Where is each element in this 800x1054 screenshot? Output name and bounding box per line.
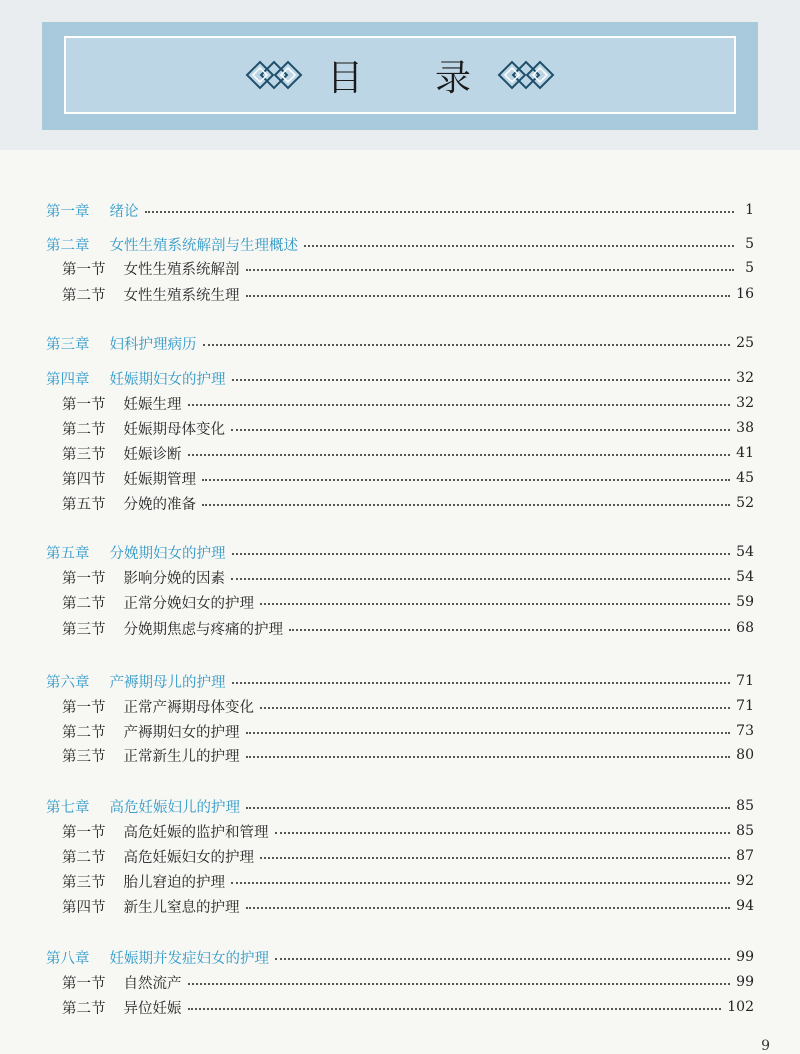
dot-leader	[231, 429, 730, 431]
dot-leader	[188, 1008, 722, 1010]
section-number: 第一节	[62, 824, 106, 841]
toc-section-row[interactable]	[62, 282, 754, 306]
title-row	[66, 38, 734, 112]
chapter-title: 女性生殖系统解剖与生理概述	[109, 237, 298, 254]
page-number: 5	[745, 236, 754, 252]
toc-section-row[interactable]	[62, 719, 754, 743]
toc-section-row[interactable]	[62, 844, 754, 868]
chapter-title: 高危妊娠妇儿的护理	[109, 799, 240, 816]
page-number: 54	[736, 544, 754, 560]
section-number: 第二节	[62, 595, 106, 612]
toc-section-row[interactable]	[62, 441, 754, 465]
toc-chapter-row[interactable]	[46, 331, 754, 355]
page-number: 94	[736, 898, 754, 914]
page-number: 38	[736, 420, 754, 436]
toc-chapter-row[interactable]	[46, 540, 754, 564]
dot-leader	[304, 245, 734, 247]
lattice-ornament-icon	[243, 58, 305, 92]
dot-leader	[246, 732, 731, 734]
toc-section-row[interactable]	[62, 694, 754, 718]
page-number: 52	[736, 495, 754, 511]
section-number: 第二节	[62, 421, 106, 438]
chapter-number: 第六章	[46, 674, 90, 691]
chapter-number: 第七章	[46, 799, 90, 816]
dot-leader	[275, 958, 730, 960]
section-number: 第四节	[62, 471, 106, 488]
dot-leader	[246, 269, 735, 271]
toc-chapter-row[interactable]	[46, 669, 754, 693]
toc-section-row[interactable]	[62, 590, 754, 614]
page-number: 87	[736, 848, 754, 864]
toc-section-row[interactable]	[62, 466, 754, 490]
chapter-number: 第四章	[46, 371, 90, 388]
dot-leader	[202, 504, 730, 506]
page-number: 85	[736, 798, 754, 814]
section-title: 胎儿窘迫的护理	[123, 874, 225, 891]
dot-leader	[188, 404, 731, 406]
chapter-number: 第一章	[46, 203, 90, 220]
page-corner-mark: 9	[761, 1038, 770, 1054]
section-title: 产褥期妇女的护理	[123, 724, 240, 741]
title-panel	[64, 36, 736, 114]
toc-chapter-row[interactable]	[46, 198, 754, 222]
page-number: 85	[736, 823, 754, 839]
title-banner	[42, 22, 758, 130]
section-number: 第二节	[62, 849, 106, 866]
page-number: 99	[736, 949, 754, 965]
section-title: 分娩的准备	[123, 496, 196, 513]
dot-leader	[275, 832, 731, 834]
toc-chapter-row[interactable]	[46, 232, 754, 256]
dot-leader	[231, 882, 730, 884]
dot-leader	[289, 629, 730, 631]
page-number: 92	[736, 873, 754, 889]
section-number: 第一节	[62, 396, 106, 413]
section-title: 正常分娩妇女的护理	[123, 595, 254, 612]
section-number: 第一节	[62, 261, 106, 278]
dot-leader	[232, 379, 731, 381]
toc-section-row[interactable]	[62, 894, 754, 918]
section-number: 第三节	[62, 874, 106, 891]
toc-section-row[interactable]	[62, 565, 754, 589]
section-title: 异位妊娠	[123, 1000, 182, 1017]
section-title: 新生儿窒息的护理	[123, 899, 240, 916]
section-number: 第二节	[62, 1000, 106, 1017]
page-number: 80	[736, 747, 754, 763]
chapter-number: 第三章	[46, 336, 90, 353]
page-number: 73	[736, 723, 754, 739]
page-number: 68	[736, 620, 754, 636]
dot-leader	[260, 603, 730, 605]
toc-section-row[interactable]	[62, 743, 754, 767]
dot-leader	[232, 682, 731, 684]
dot-leader	[246, 295, 731, 297]
chapter-title: 妊娠期并发症妇女的护理	[109, 950, 269, 967]
section-number: 第三节	[62, 621, 106, 638]
chapter-number: 第五章	[46, 545, 90, 562]
page-number: 32	[736, 395, 754, 411]
section-title: 正常新生儿的护理	[123, 748, 240, 765]
dot-leader	[246, 907, 731, 909]
chapter-number: 第八章	[46, 950, 90, 967]
page-number: 1	[745, 202, 754, 218]
section-number: 第一节	[62, 570, 106, 587]
dot-leader	[246, 756, 731, 758]
section-number: 第四节	[62, 899, 106, 916]
section-title: 女性生殖系统解剖	[123, 261, 240, 278]
section-title: 妊娠期母体变化	[123, 421, 225, 438]
page-number: 16	[736, 286, 754, 302]
page-number: 71	[736, 698, 754, 714]
dot-leader	[260, 707, 730, 709]
page-number: 71	[736, 673, 754, 689]
toc-section-row[interactable]	[62, 256, 754, 280]
toc-section-row[interactable]	[62, 819, 754, 843]
page-number: 45	[736, 470, 754, 486]
section-number: 第五节	[62, 496, 106, 513]
toc-section-row[interactable]	[62, 995, 754, 1019]
section-title: 女性生殖系统生理	[123, 287, 240, 304]
section-title: 自然流产	[123, 975, 182, 992]
section-number: 第二节	[62, 287, 106, 304]
title-char-left: 目	[326, 57, 365, 99]
chapter-title: 绪论	[109, 203, 139, 220]
section-number: 第三节	[62, 748, 106, 765]
dot-leader	[231, 578, 730, 580]
section-number: 第三节	[62, 446, 106, 463]
section-number: 第一节	[62, 699, 106, 716]
section-title: 高危妊娠的监护和管理	[123, 824, 269, 841]
page-number: 5	[745, 260, 754, 276]
dot-leader	[232, 553, 731, 555]
chapter-title: 妇科护理病历	[109, 336, 197, 353]
dot-leader	[246, 807, 730, 809]
page-number: 99	[736, 974, 754, 990]
dot-leader	[202, 479, 730, 481]
toc-chapter-row[interactable]	[46, 794, 754, 818]
page-number: 102	[727, 999, 754, 1015]
toc-section-row[interactable]	[62, 416, 754, 440]
section-title: 妊娠生理	[123, 396, 182, 413]
section-title: 高危妊娠妇女的护理	[123, 849, 254, 866]
toc-section-row[interactable]	[62, 970, 754, 994]
dot-leader	[203, 344, 731, 346]
section-title: 妊娠期管理	[123, 471, 196, 488]
lattice-ornament-icon	[495, 58, 557, 92]
chapter-title: 分娩期妇女的护理	[109, 545, 226, 562]
section-title: 影响分娩的因素	[123, 570, 225, 587]
chapter-title: 妊娠期妇女的护理	[109, 371, 226, 388]
toc-chapter-row[interactable]	[46, 945, 754, 969]
page-title	[327, 50, 473, 101]
section-title: 正常产褥期母体变化	[123, 699, 254, 716]
dot-leader	[188, 454, 731, 456]
page-number: 32	[736, 370, 754, 386]
dot-leader	[188, 983, 731, 985]
chapter-title: 产褥期母儿的护理	[109, 674, 226, 691]
title-char-right: 录	[435, 57, 474, 99]
section-title: 分娩期焦虑与疼痛的护理	[123, 621, 283, 638]
toc-section-row[interactable]	[62, 391, 754, 415]
dot-leader	[145, 211, 735, 213]
toc-section-row[interactable]	[62, 616, 754, 640]
page-number: 25	[736, 335, 754, 351]
toc-section-row[interactable]	[62, 491, 754, 515]
toc-chapter-row[interactable]	[46, 366, 754, 390]
page-number: 41	[736, 445, 754, 461]
toc-section-row[interactable]	[62, 869, 754, 893]
page-number: 54	[736, 569, 754, 585]
page-number: 59	[736, 594, 754, 610]
section-number: 第一节	[62, 975, 106, 992]
section-title: 妊娠诊断	[123, 446, 182, 463]
chapter-number: 第二章	[46, 237, 90, 254]
dot-leader	[260, 857, 730, 859]
section-number: 第二节	[62, 724, 106, 741]
